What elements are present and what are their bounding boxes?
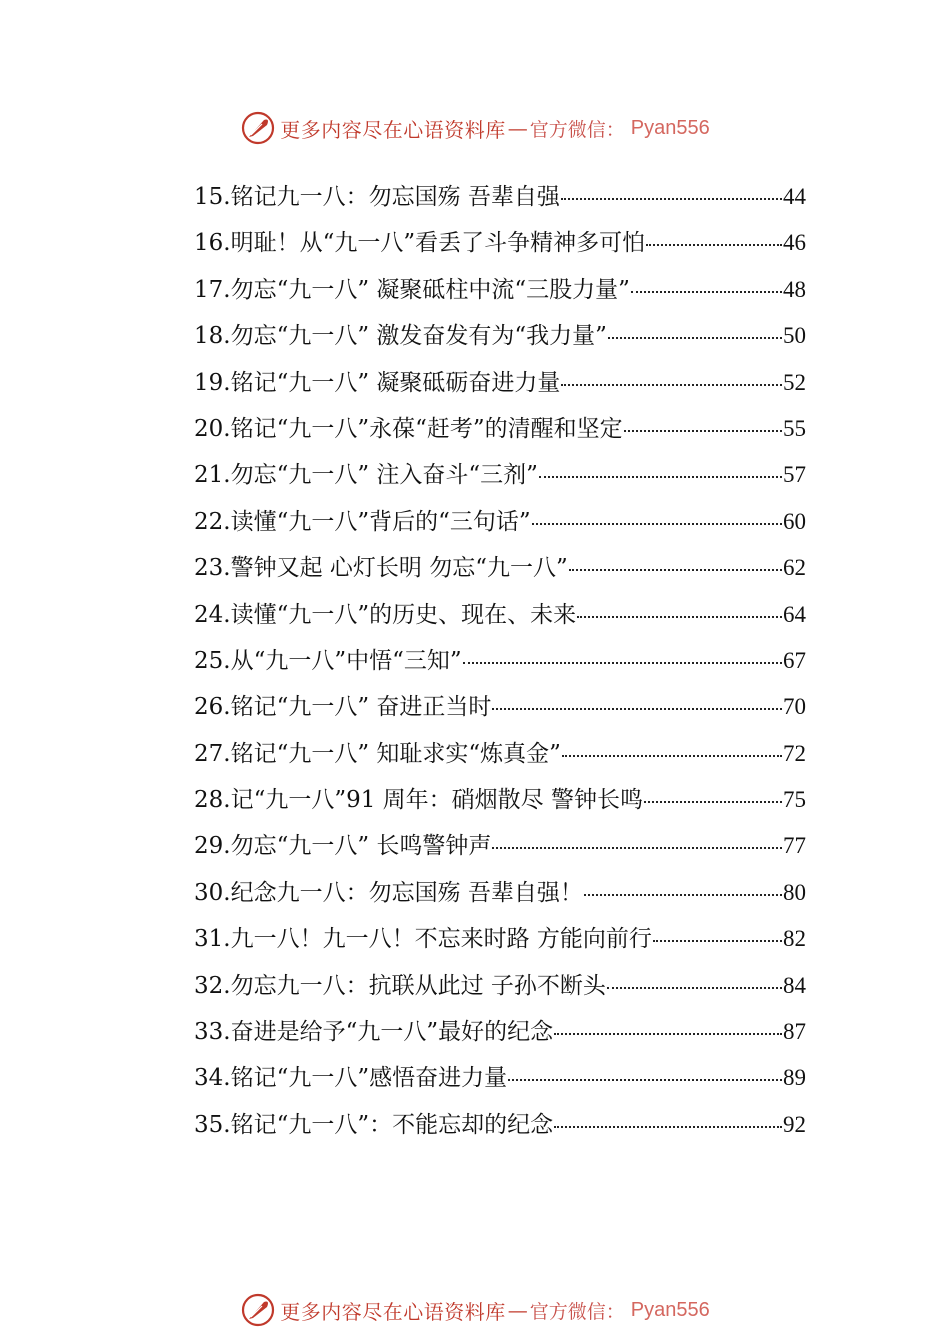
toc-entry-title: 31.九一八！九一八！不忘来时路 方能向前行 bbox=[194, 926, 652, 953]
toc-dot-leader bbox=[562, 755, 782, 757]
toc-entry bbox=[194, 178, 806, 224]
toc-entry-page-number: 77 bbox=[783, 833, 806, 859]
toc-entry bbox=[194, 596, 806, 642]
toc-dot-leader bbox=[607, 987, 782, 989]
header-text: 更多内容尽在心语资料库 bbox=[280, 117, 506, 142]
toc-entry-page-number: 80 bbox=[783, 879, 806, 905]
toc-entry-title: 19.铭记“九一八” 凝聚砥砺奋进力量 bbox=[194, 369, 561, 396]
toc-dot-leader bbox=[492, 708, 782, 710]
toc-entry-title: 22.读懂“九一八”背后的“三句话” bbox=[194, 508, 531, 535]
toc-entry bbox=[194, 271, 806, 317]
toc-dot-leader bbox=[624, 430, 782, 432]
toc-dot-leader bbox=[584, 894, 782, 896]
toc-entry-title: 30.纪念九一八：勿忘国殇 吾辈自强！ bbox=[194, 879, 583, 906]
toc-entry bbox=[194, 410, 806, 456]
toc-entry-page-number: 75 bbox=[783, 787, 806, 813]
toc-dot-leader bbox=[646, 244, 782, 246]
toc-entry-title: 27.铭记“九一八” 知耻求实“炼真金” bbox=[194, 740, 561, 767]
toc-entry bbox=[194, 735, 806, 781]
toc-entry bbox=[194, 920, 806, 966]
toc-dot-leader bbox=[644, 801, 782, 803]
toc-dot-leader bbox=[561, 198, 782, 200]
toc-entry-title: 33.奋进是给予“九一八”最好的纪念 bbox=[194, 1019, 554, 1046]
toc-dot-leader bbox=[561, 384, 782, 386]
toc-entry bbox=[194, 364, 806, 410]
toc-entry-page-number: 70 bbox=[783, 694, 806, 720]
toc-entry-title: 32.勿忘九一八：抗联从此过 子孙不断头 bbox=[194, 972, 606, 999]
toc-entry-page-number: 50 bbox=[783, 323, 806, 349]
toc-entry bbox=[194, 688, 806, 734]
footer-official: 官方微信： bbox=[529, 1300, 625, 1323]
toc-entry-page-number: 52 bbox=[783, 369, 806, 395]
footer-separator: — bbox=[507, 1298, 528, 1322]
toc-entry-title: 16.明耻！从“九一八”看丢了斗争精神多可怕 bbox=[194, 230, 646, 257]
toc-dot-leader bbox=[539, 476, 782, 478]
toc-dot-leader bbox=[532, 523, 782, 525]
toc-entry bbox=[194, 549, 806, 595]
toc-entry bbox=[194, 827, 806, 873]
toc-dot-leader bbox=[463, 662, 782, 664]
toc-entry bbox=[194, 224, 806, 270]
toc-entry-page-number: 67 bbox=[783, 647, 806, 673]
toc-dot-leader bbox=[554, 1033, 782, 1035]
toc-dot-leader bbox=[554, 1126, 782, 1128]
feather-pen-logo-icon bbox=[240, 110, 276, 146]
toc-entry-page-number: 57 bbox=[783, 462, 806, 488]
toc-entry-page-number: 60 bbox=[783, 508, 806, 534]
footer-text: 更多内容尽在心语资料库 bbox=[280, 1299, 506, 1324]
toc-entry-title: 29.勿忘“九一八” 长鸣警钟声 bbox=[194, 833, 492, 860]
toc-entry-title: 23.警钟又起 心灯长明 勿忘“九一八” bbox=[194, 555, 568, 582]
toc-dot-leader bbox=[653, 940, 782, 942]
toc-entry bbox=[194, 967, 806, 1013]
toc-dot-leader bbox=[608, 337, 782, 339]
toc-entry-title: 21.勿忘“九一八” 注入奋斗“三剂” bbox=[194, 462, 538, 489]
toc-entry-title: 28.记“九一八”91 周年：硝烟散尽 警钟长鸣 bbox=[194, 787, 643, 814]
toc-dot-leader bbox=[492, 847, 782, 849]
toc-entry-title: 26.铭记“九一八” 奋进正当时 bbox=[194, 694, 492, 721]
toc-dot-leader bbox=[631, 291, 782, 293]
toc-entry bbox=[194, 1106, 806, 1152]
toc-entry bbox=[194, 781, 806, 827]
header-wechat-id: Pyan556 bbox=[630, 116, 710, 139]
toc-entry-page-number: 92 bbox=[783, 1111, 806, 1137]
toc-entry-page-number: 64 bbox=[783, 601, 806, 627]
table-of-contents bbox=[194, 178, 806, 1152]
toc-entry bbox=[194, 874, 806, 920]
toc-entry-title: 24.读懂“九一八”的历史、现在、未来 bbox=[194, 601, 577, 628]
toc-entry-page-number: 72 bbox=[783, 740, 806, 766]
toc-entry-title: 34.铭记“九一八”感悟奋进力量 bbox=[194, 1065, 508, 1092]
toc-entry-title: 25.从“九一八”中悟“三知” bbox=[194, 647, 462, 674]
toc-entry-title: 18.勿忘“九一八” 激发奋发有为“我力量” bbox=[194, 323, 607, 350]
toc-entry-page-number: 48 bbox=[783, 276, 806, 302]
header-banner bbox=[0, 108, 950, 148]
toc-entry-page-number: 55 bbox=[783, 415, 806, 441]
footer-wechat-id: Pyan556 bbox=[630, 1298, 710, 1321]
toc-entry-page-number: 46 bbox=[783, 230, 806, 256]
footer-banner bbox=[0, 1290, 950, 1330]
toc-entry-page-number: 82 bbox=[783, 926, 806, 952]
toc-entry bbox=[194, 503, 806, 549]
toc-dot-leader bbox=[577, 616, 782, 618]
header-separator: — bbox=[507, 116, 528, 140]
toc-entry-page-number: 84 bbox=[783, 972, 806, 998]
toc-entry bbox=[194, 317, 806, 363]
toc-entry bbox=[194, 1059, 806, 1105]
toc-entry-page-number: 89 bbox=[783, 1065, 806, 1091]
toc-entry-page-number: 87 bbox=[783, 1019, 806, 1045]
toc-entry-title: 15.铭记九一八：勿忘国殇 吾辈自强 bbox=[194, 184, 560, 210]
toc-entry-title: 17.勿忘“九一八” 凝聚砥柱中流“三股力量” bbox=[194, 276, 630, 303]
toc-entry-title: 35.铭记“九一八”：不能忘却的纪念 bbox=[194, 1111, 554, 1138]
toc-entry bbox=[194, 642, 806, 688]
header-official: 官方微信： bbox=[529, 118, 625, 141]
toc-entry bbox=[194, 1013, 806, 1059]
toc-entry-title: 20.铭记“九一八”永葆“赶考”的清醒和坚定 bbox=[194, 415, 623, 442]
toc-dot-leader bbox=[569, 569, 782, 571]
toc-entry-page-number: 44 bbox=[783, 184, 806, 209]
toc-entry bbox=[194, 456, 806, 502]
toc-dot-leader bbox=[508, 1079, 782, 1081]
toc-entry-page-number: 62 bbox=[783, 555, 806, 581]
feather-pen-logo-icon bbox=[240, 1292, 276, 1328]
